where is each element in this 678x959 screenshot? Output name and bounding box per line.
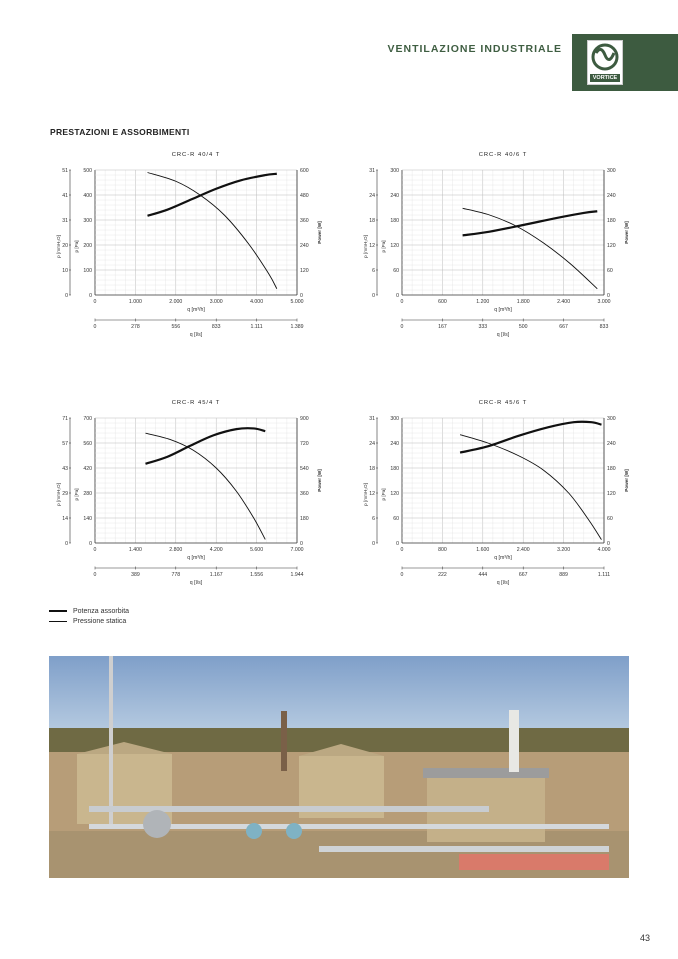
x-tick-label: 4.000 [597,547,611,553]
x-tick-label: 0 [93,299,97,305]
x-tick-label: 7.000 [290,547,304,553]
y-tick-label-power: 240 [607,193,616,199]
x-tick-label: 1.000 [128,299,142,305]
x-tick-label: 3.200 [557,547,571,553]
y-tick-label-pa: 200 [83,243,92,249]
y-tick-label-pa: 120 [390,491,399,497]
y-tick-label-mmh2o: 24 [369,193,375,199]
y-axis-label-pa: p [Pa] [381,240,386,253]
y-tick-label-power: 60 [607,268,613,274]
x-axis-label-m3h: q [m³/h] [494,555,512,561]
y-tick-label-power: 300 [607,416,616,422]
y-tick-label-power: 180 [300,516,309,522]
y-tick-label-power: 360 [300,218,309,224]
y-axis-label-pa: p [Pa] [74,488,79,501]
x2-tick-label: 0 [400,572,404,578]
y-tick-label-pa: 240 [390,441,399,447]
y-tick-label-pa: 280 [83,491,92,497]
y-tick-label-mmh2o: 0 [372,541,375,547]
x2-tick-label: 333 [478,324,488,330]
y-tick-label-power: 480 [300,193,309,199]
y-tick-label-pa: 100 [83,268,92,274]
x2-tick-label: 1.389 [290,324,304,330]
y-tick-label-pa: 560 [83,441,92,447]
y-tick-label-mmh2o: 31 [369,168,375,174]
y-axis-label-mmh2o: p [mmH₂O] [56,483,61,506]
chart-svg [55,148,320,338]
x-tick-label: 5.000 [290,299,304,305]
x2-tick-label: 1.556 [250,572,264,578]
legend-swatch-thick [49,610,67,613]
y-tick-label-pa: 60 [393,268,399,274]
chart-title: CRC-R 40/6 T [478,152,528,158]
chart-svg [362,396,627,586]
x-tick-label: 1.800 [516,299,530,305]
x2-tick-label: 0 [400,324,404,330]
y-tick-label-power: 240 [607,441,616,447]
x-axis-label-m3h: q [m³/h] [494,307,512,313]
y-tick-label-mmh2o: 12 [369,491,375,497]
y-tick-label-mmh2o: 6 [372,268,375,274]
x2-tick-label: 667 [518,572,528,578]
y-tick-label-mmh2o: 14 [62,516,68,522]
x-axis-label-ls: q [l/s] [496,332,510,338]
y-tick-label-pa: 180 [390,218,399,224]
pressure-curve [146,433,266,539]
chart-title: CRC-R 45/4 T [171,400,221,406]
legend-label-pressure: Pressione statica [73,617,127,625]
vortice-logo [572,34,678,91]
y-tick-label-mmh2o: 20 [62,243,68,249]
page-number: 43 [639,933,650,943]
y-tick-label-pa: 0 [89,293,92,299]
y-tick-label-mmh2o: 31 [369,416,375,422]
x-axis-label-m3h: q [m³/h] [187,307,205,313]
chart-crc-r-40-4 [55,148,320,338]
y-tick-label-power: 180 [607,466,616,472]
legend-item-power [49,606,129,616]
y-tick-label-power: 0 [607,541,610,547]
x2-tick-label: 278 [131,324,140,330]
y-tick-label-pa: 300 [390,416,399,422]
x-tick-label: 1.400 [128,547,142,553]
legend [49,606,129,626]
y-tick-label-mmh2o: 43 [62,466,68,472]
x-tick-label: 2.800 [169,547,183,553]
y-tick-label-mmh2o: 6 [372,516,375,522]
y-tick-label-pa: 0 [89,541,92,547]
x2-tick-label: 1.111 [250,324,263,330]
x2-tick-label: 1.111 [597,572,611,578]
chart-crc-r-45-4 [55,396,320,586]
x2-tick-label: 444 [478,572,488,578]
x2-tick-label: 0 [93,324,97,330]
y-tick-label-mmh2o: 31 [62,218,68,224]
legend-item-pressure [49,616,129,626]
y-tick-label-power: 180 [607,218,616,224]
y-tick-label-mmh2o: 10 [62,268,68,274]
y-tick-label-pa: 120 [390,243,399,249]
x-tick-label: 600 [438,299,447,305]
y-tick-label-pa: 140 [83,516,92,522]
chart-crc-r-45-6 [362,396,627,586]
y-tick-label-pa: 300 [83,218,92,224]
x2-tick-label: 833 [599,324,609,330]
chart-svg [362,148,627,338]
y-tick-label-mmh2o: 41 [62,193,68,199]
y-axis-label-pa: p [Pa] [381,488,386,501]
x-tick-label: 4.000 [250,299,264,305]
x-axis-label-ls: q [l/s] [496,580,510,586]
x-tick-label: 2.400 [557,299,571,305]
x-axis-label-ls: q [l/s] [189,580,203,586]
x2-tick-label: 222 [438,572,447,578]
chart-title: CRC-R 45/6 T [478,400,528,406]
y-tick-label-pa: 700 [83,416,92,422]
y-tick-label-mmh2o: 51 [62,168,68,174]
x2-tick-label: 1.944 [290,572,304,578]
y-tick-label-mmh2o: 0 [65,293,68,299]
y-tick-label-power: 0 [300,541,303,547]
y-tick-label-power: 900 [300,416,309,422]
chart-svg [55,396,320,586]
y-tick-label-power: 300 [607,168,616,174]
x2-tick-label: 667 [559,324,568,330]
y-tick-label-mmh2o: 18 [369,466,375,472]
x2-tick-label: 889 [559,572,568,578]
y-tick-label-power: 360 [300,491,309,497]
y-axis-label-mmh2o: p [mmH₂O] [363,483,368,506]
y-tick-label-power: 120 [607,491,616,497]
x-axis-label-ls: q [l/s] [189,332,203,338]
x2-tick-label: 833 [211,324,221,330]
y-tick-label-mmh2o: 12 [369,243,375,249]
x-tick-label: 2.000 [169,299,183,305]
y-axis-label-mmh2o: p [mmH₂O] [363,235,368,258]
x-tick-label: 5.600 [250,547,264,553]
x-tick-label: 3.000 [209,299,223,305]
y-tick-label-power: 600 [300,168,309,174]
x-tick-label: 4.200 [209,547,223,553]
pressure-curve [460,435,601,540]
logo-text: VORTICE [590,74,620,82]
y-tick-label-mmh2o: 18 [369,218,375,224]
y-tick-label-mmh2o: 71 [62,416,68,422]
y-tick-label-power: 120 [300,268,309,274]
y-tick-label-pa: 400 [83,193,92,199]
y-axis-label-power: Power [W] [624,221,629,244]
x2-tick-label: 1.167 [209,572,223,578]
x-tick-label: 0 [400,547,404,553]
logo-emblem [587,40,623,85]
x-axis-label-m3h: q [m³/h] [187,555,205,561]
x-tick-label: 2.400 [516,547,530,553]
x2-tick-label: 389 [131,572,140,578]
industrial-site-photo [49,656,629,878]
y-tick-label-pa: 420 [83,466,92,472]
y-tick-label-mmh2o: 0 [372,293,375,299]
y-tick-label-pa: 0 [396,293,399,299]
x-tick-label: 800 [438,547,447,553]
y-tick-label-power: 240 [300,243,309,249]
x-tick-label: 1.600 [476,547,490,553]
x2-tick-label: 778 [171,572,181,578]
x2-tick-label: 167 [438,324,447,330]
y-tick-label-mmh2o: 57 [62,441,68,447]
y-tick-label-power: 0 [300,293,303,299]
x-tick-label: 0 [93,547,97,553]
header-title: VENTILAZIONE INDUSTRIALE [387,43,562,55]
y-tick-label-pa: 300 [390,168,399,174]
y-axis-label-power: Power [W] [317,221,322,244]
y-tick-label-mmh2o: 24 [369,441,375,447]
y-tick-label-pa: 500 [83,168,92,174]
chart-crc-r-40-6 [362,148,627,338]
x-tick-label: 0 [400,299,404,305]
y-tick-label-pa: 0 [396,541,399,547]
vortex-icon [588,41,622,75]
y-tick-label-mmh2o: 0 [65,541,68,547]
x-tick-label: 1.200 [476,299,490,305]
legend-swatch-thin [49,621,67,622]
y-tick-label-power: 120 [607,243,616,249]
x-tick-label: 3.000 [597,299,611,305]
y-tick-label-power: 720 [300,441,309,447]
x2-tick-label: 0 [93,572,97,578]
chart-title: CRC-R 40/4 T [171,152,221,158]
y-tick-label-power: 540 [300,466,309,472]
y-axis-label-power: Power [W] [624,469,629,492]
y-axis-label-power: Power [W] [317,469,322,492]
y-tick-label-pa: 180 [390,466,399,472]
x2-tick-label: 500 [518,324,528,330]
y-tick-label-pa: 60 [393,516,399,522]
y-tick-label-pa: 240 [390,193,399,199]
y-axis-label-mmh2o: p [mmH₂O] [56,235,61,258]
x2-tick-label: 556 [171,324,181,330]
section-title: PRESTAZIONI E ASSORBIMENTI [50,127,190,137]
y-tick-label-mmh2o: 29 [62,491,68,497]
y-axis-label-pa: p [Pa] [74,240,79,253]
y-tick-label-power: 60 [607,516,613,522]
y-tick-label-power: 0 [607,293,610,299]
legend-label-power: Potenza assorbita [73,607,130,615]
